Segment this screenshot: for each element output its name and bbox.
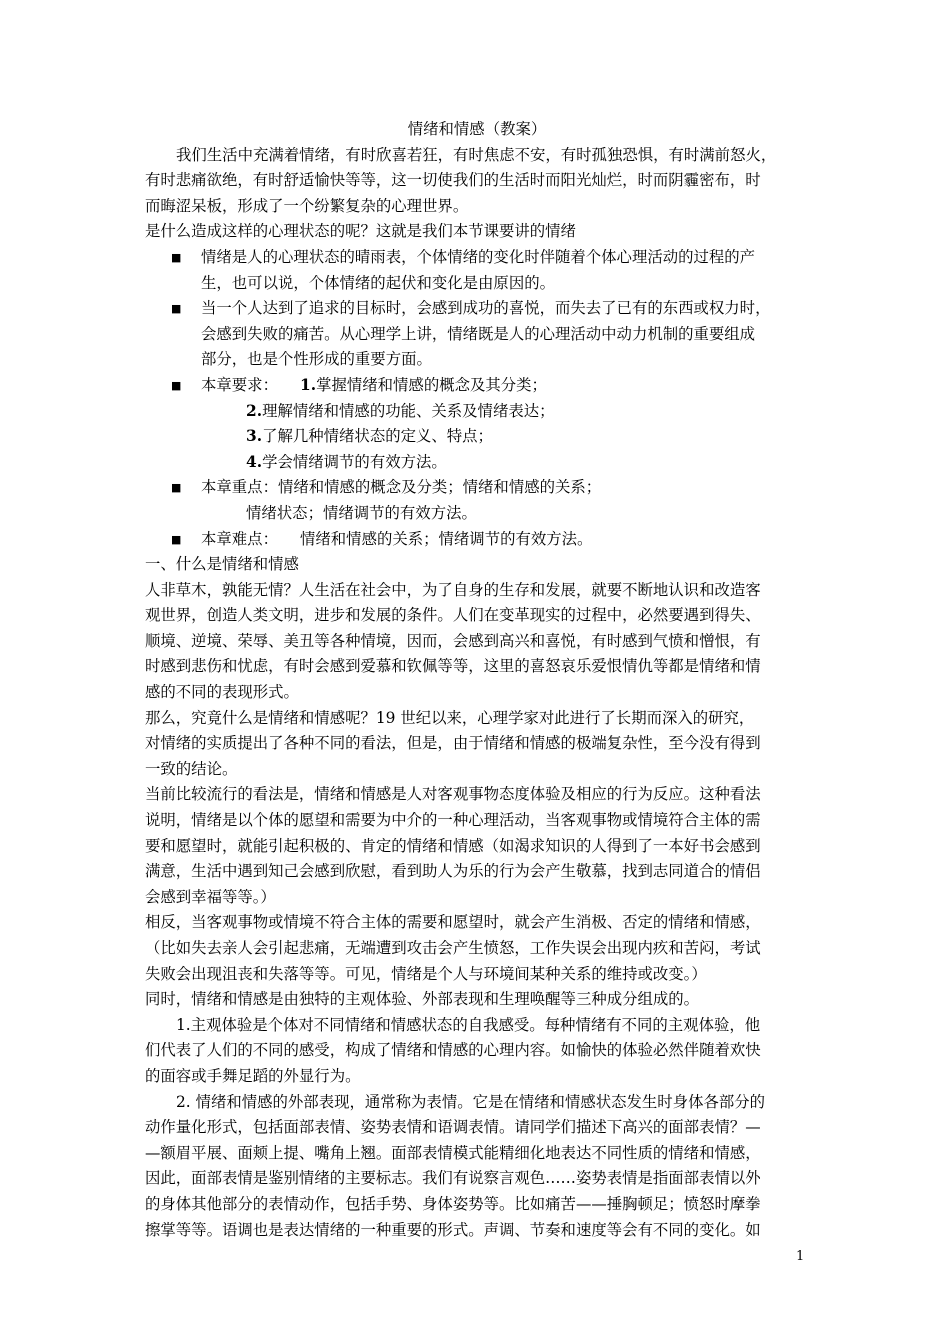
- key-points-text: 本章重点：情绪和情感的概念及分类；情绪和情感的关系；: [201, 478, 602, 497]
- key-points-text: 情绪状态；情绪调节的有效方法。: [246, 503, 477, 522]
- requirement-number: 2.: [246, 401, 263, 420]
- bullet-text: 生，也可以说，个体情绪的起伏和变化是由原因的。: [201, 273, 555, 292]
- body-line: 对情绪的实质提出了各种不同的看法，但是，由于情绪和情感的极端复杂性，至今没有得到: [145, 734, 761, 753]
- point-line: 1.主观体验是个体对不同情绪和情感状态的自我感受。每种情绪有不同的主观体验，他: [176, 1015, 761, 1034]
- requirement-number: 1.: [300, 375, 317, 394]
- body-line: 要和愿望时，就能引起积极的、肯定的情绪和情感（如渴求知识的人得到了一本好书会感到: [145, 836, 761, 855]
- requirement-number: 4.: [246, 452, 263, 471]
- square-bullet-icon: ■: [171, 532, 182, 546]
- requirement-text: 理解情绪和情感的功能、关系及情绪表达；: [262, 401, 555, 420]
- point-line: —额眉平展、面颊上提、嘴角上翘。面部表情模式能精细化地表达不同性质的情绪和情感，: [145, 1143, 761, 1162]
- requirement-text: 了解几种情绪状态的定义、特点；: [262, 427, 493, 446]
- intro-line: 而晦涩呆板，形成了一个纷繁复杂的心理世界。: [145, 196, 469, 215]
- difficulty-text: 情绪和情感的关系；情绪调节的有效方法。: [300, 529, 593, 548]
- requirement-text: 学会情绪调节的有效方法。: [262, 452, 447, 471]
- point-line: 动作量化形式，包括面部表情、姿势表情和语调表情。请同学们描述下高兴的面部表情？—: [145, 1118, 761, 1137]
- point-line: 的身体其他部分的表情动作，包括手势、身体姿势等。比如痛苦——捶胸顿足；愤怒时摩拳: [145, 1194, 761, 1213]
- requirements-item: [145, 373, 809, 399]
- requirement-line: [145, 450, 809, 476]
- point-line: 的面容或手舞足蹈的外显行为。: [145, 1066, 361, 1085]
- point-line: 们代表了人们的不同的感受，构成了情绪和情感的心理内容。如愉快的体验必然伴随着欢快: [145, 1041, 761, 1060]
- section-heading: 一、什么是情绪和情感: [145, 555, 299, 574]
- body-line: 会感到幸福等等。）: [145, 887, 276, 906]
- body-line: 说明，情绪是以个体的愿望和需要为中介的一种心理活动，当客观事物或情境符合主体的需: [145, 811, 761, 830]
- body-line: 那么，究竟什么是情绪和情感呢？19 世纪以来，心理学家对此进行了长期而深入的研究，: [145, 708, 755, 727]
- square-bullet-icon: ■: [171, 481, 182, 495]
- square-bullet-icon: ■: [171, 378, 182, 392]
- body-line: 时感到悲伤和忧虑，有时会感到爱慕和钦佩等等，这里的喜怒哀乐爱恨情仇等都是情绪和情: [145, 657, 761, 676]
- body-line: 失败会出现沮丧和失落等等。可见，情绪是个人与环境间某种关系的维持或改变。）: [145, 964, 707, 983]
- body-line: 满意，生活中遇到知己会感到欣慰，看到助人为乐的行为会产生敬慕，找到志同道合的情侣: [145, 862, 761, 881]
- body-line: 感的不同的表现形式。: [145, 683, 299, 702]
- requirement-text: 掌握情绪和情感的概念及其分类；: [316, 375, 547, 394]
- body-line: 一致的结论。: [145, 759, 238, 778]
- square-bullet-icon: ■: [171, 250, 182, 264]
- bullet-text: 情绪是人的心理状态的晴雨表，个体情绪的变化时伴随着个体心理活动的过程的产: [201, 247, 756, 266]
- bullet-text: 部分，也是个性形成的重要方面。: [201, 350, 432, 369]
- point-line: 因此，面部表情是鉴别情绪的主要标志。我们有说察言观色……姿势表情是指面部表情以外: [145, 1169, 761, 1188]
- bullet-text: 会感到失败的痛苦。从心理学上讲，情绪既是人的心理活动中动力机制的重要组成: [201, 324, 756, 343]
- document-title: 情绪和情感（教案）: [407, 120, 547, 138]
- page-number: 1: [796, 1249, 805, 1264]
- requirement-number: 3.: [246, 427, 263, 446]
- body-line: 当前比较流行的看法是，情绪和情感是人对客观事物态度体验及相应的行为反应。这种看法: [145, 785, 761, 804]
- intro-line: 我们生活中充满着情绪，有时欣喜若狂，有时焦虑不安，有时孤独恐惧，有时满前怒火，: [176, 145, 777, 164]
- difficulty-label: 本章难点：: [201, 529, 278, 548]
- bullet-item: [145, 296, 809, 322]
- body-line: 人非草木，孰能无情？人生活在社会中，为了自身的生存和发展，就要不断地认识和改造客: [145, 580, 761, 599]
- point-line: 擦掌等等。语调也是表达情绪的一种重要的形式。声调、节奏和速度等会有不同的变化。如: [145, 1220, 761, 1239]
- requirement-line: [145, 424, 809, 450]
- document-page: [145, 117, 809, 1243]
- square-bullet-icon: ■: [171, 302, 182, 316]
- requirements-label: 本章要求：: [201, 375, 278, 394]
- difficulty-item: [145, 527, 809, 553]
- intro-line: 有时悲痛欲绝，有时舒适愉快等等，这一切使我们的生活时而阳光灿烂，时而阴霾密布，时: [145, 171, 761, 190]
- body-line: 相反，当客观事物或情境不符合主体的需要和愿望时，就会产生消极、否定的情绪和情感，: [145, 913, 761, 932]
- requirement-line: [145, 399, 809, 425]
- bullet-text: 当一个人达到了追求的目标时，会感到成功的喜悦，而失去了已有的东西或权力时，: [201, 299, 771, 318]
- body-line: 观世界，创造人类文明，进步和发展的条件。人们在变革现实的过程中，必然要遇到得失、: [145, 606, 761, 625]
- body-line: 顺境、逆境、荣辱、美丑等各种情境，因而，会感到高兴和喜悦，有时感到气愤和憎恨，有: [145, 631, 761, 650]
- point-line: 2. 情绪和情感的外部表现，通常称为表情。它是在情绪和情感状态发生时身体各部分的: [176, 1092, 766, 1111]
- intro-question: 是什么造成这样的心理状态的呢？这就是我们本节课要讲的情绪: [145, 222, 576, 241]
- bullet-item: [145, 245, 809, 271]
- key-points-item: [145, 475, 809, 501]
- body-line: （比如失去亲人会引起悲痛，无端遭到攻击会产生愤怒，工作失误会出现内疚和苦闷，考试: [145, 939, 761, 957]
- body-line: 同时，情绪和情感是由独特的主观体验、外部表现和生理唤醒等三种成分组成的。: [145, 990, 700, 1009]
